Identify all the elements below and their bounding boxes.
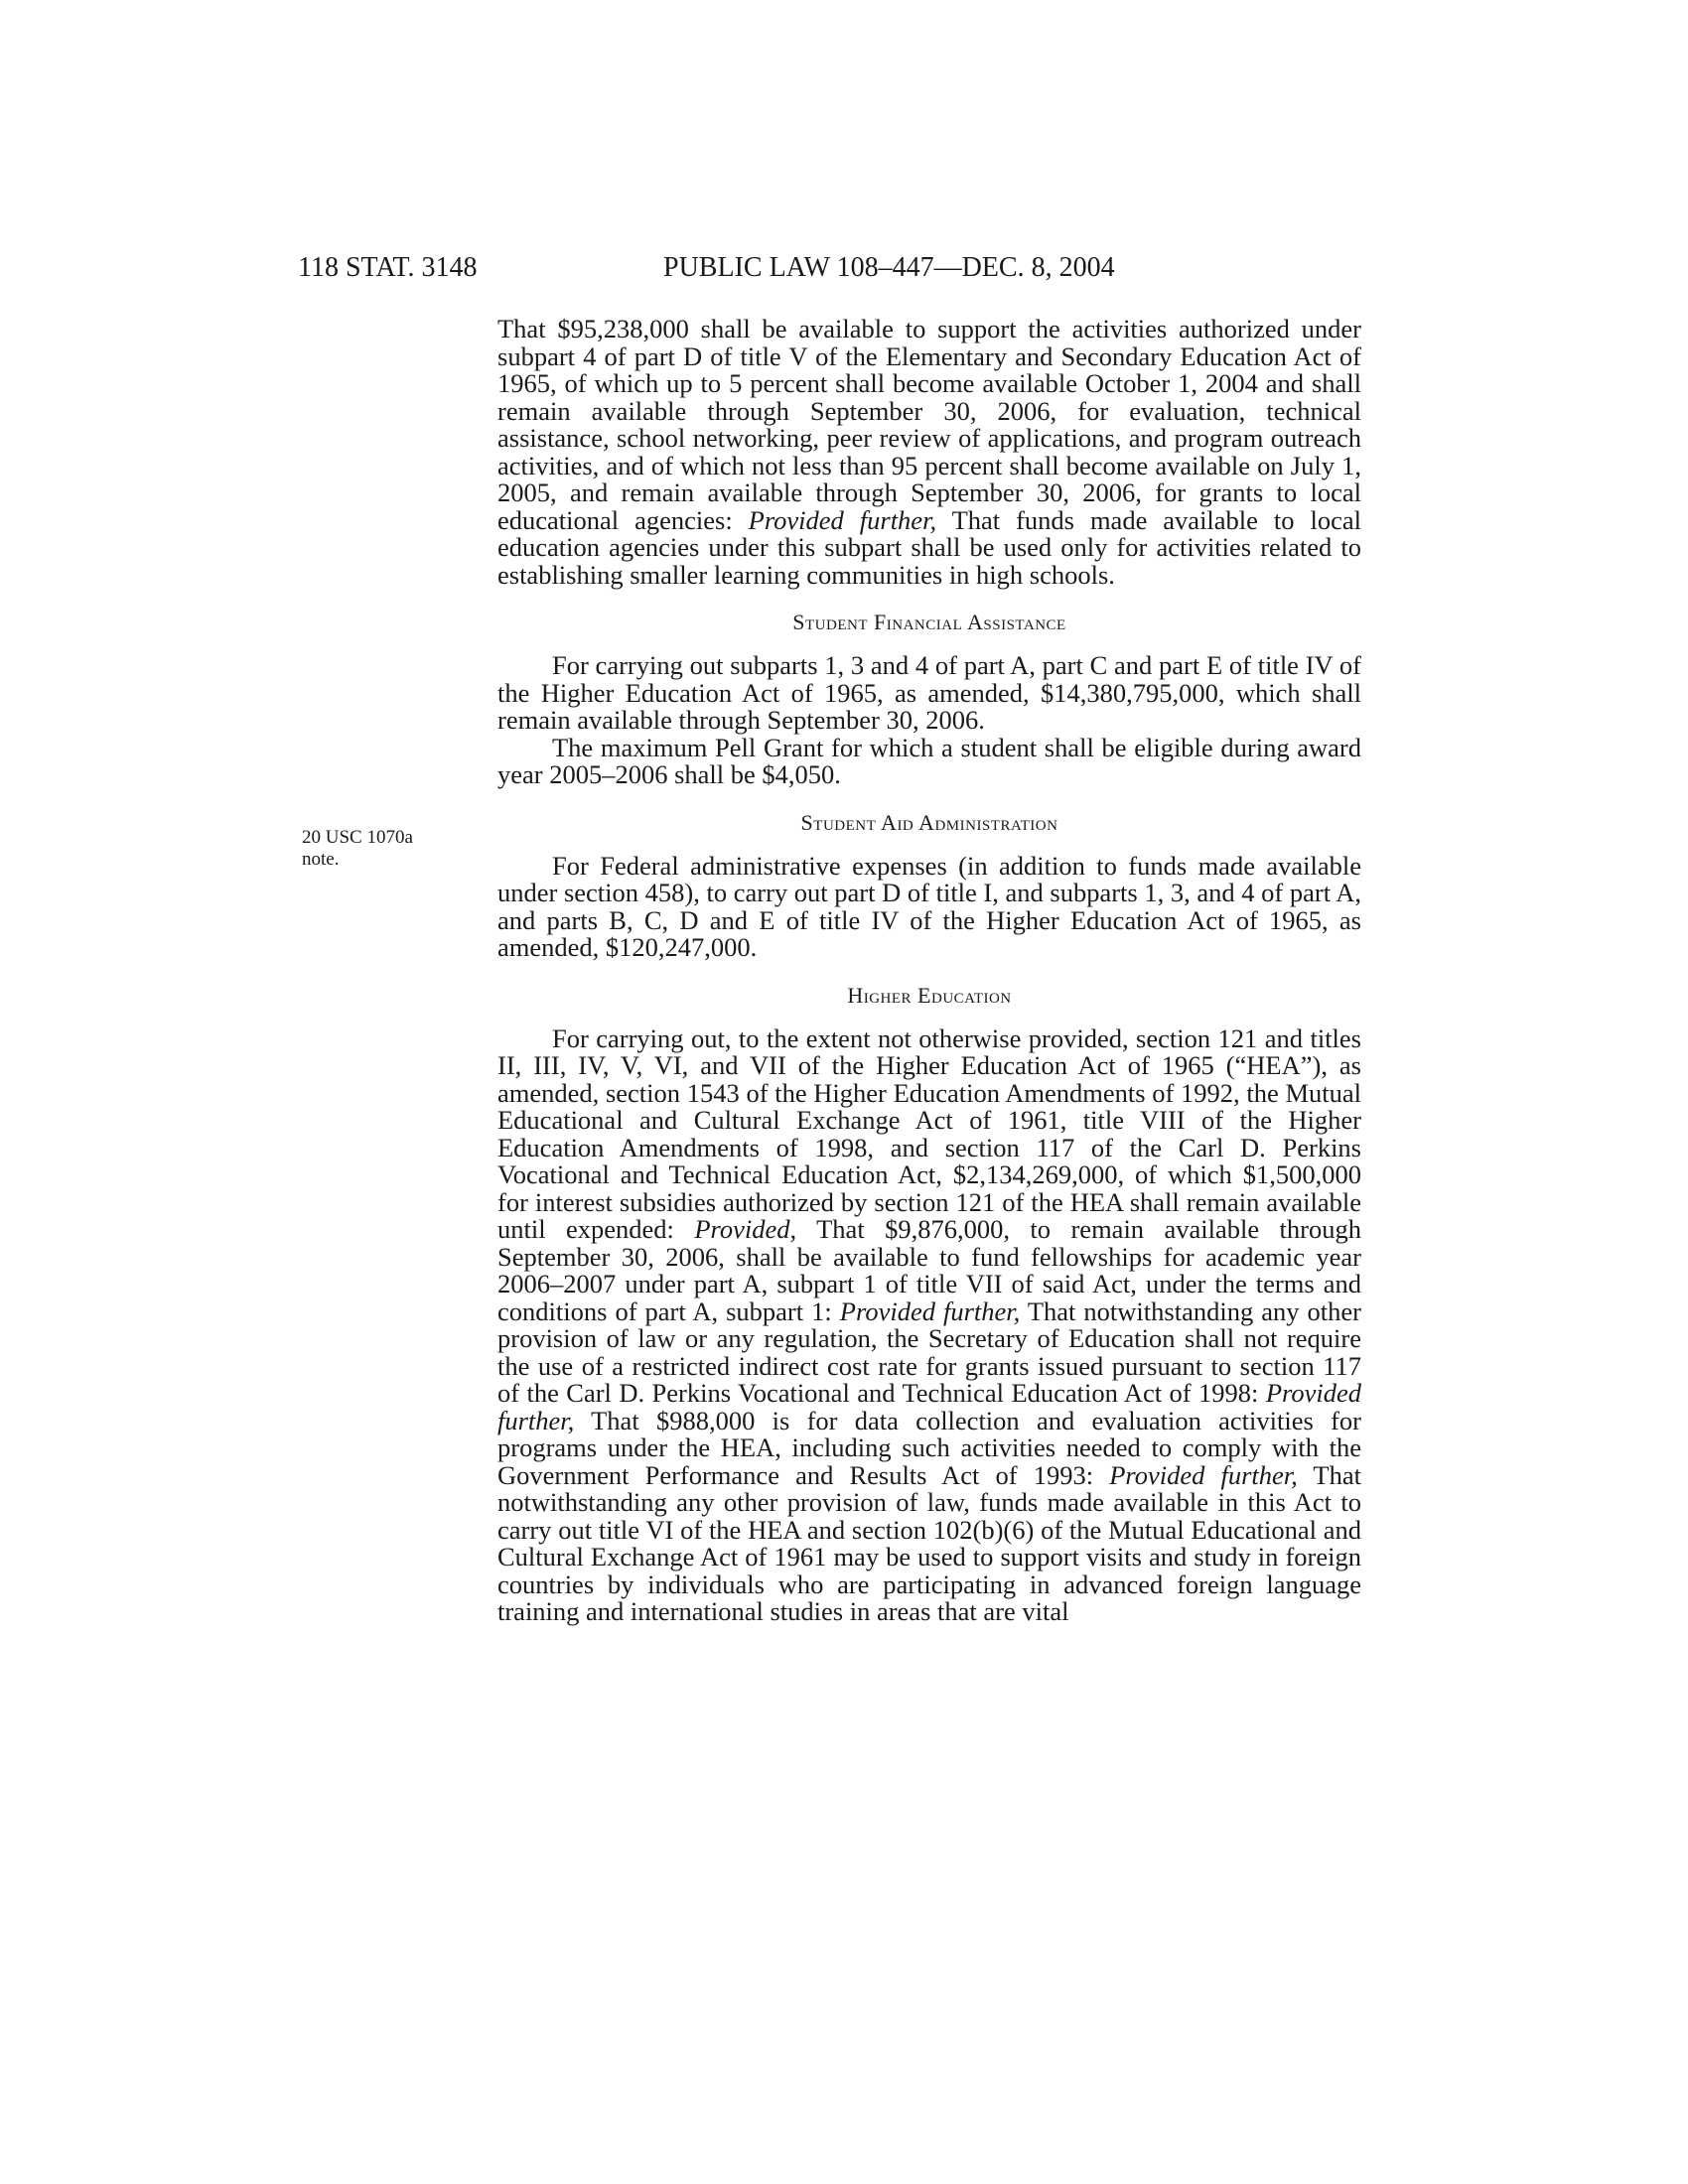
paragraph-student-aid-administration: For Federal administrative expenses (in addition to funds made available under section 458), to carry out part D of title I, and subparts 1, 3, and 4 of part A, and parts B, C, D and E of title IV of the Higher Education Act of 1965, as amended, $120,247,000. [497, 850, 1361, 962]
statute-page-number: 118 STAT. 3148 [298, 252, 478, 283]
paragraph-smaller-learning-communities: That $95,238,000 shall be available to support the activities authorized under subpart 4 of part D of title V of the Elementary and Secondary Education Act of 1965, of which up to 5 percent shall become available October 1, 2004 and shall remain available through September 30, 2006, for evaluation, technical assistance, school networking, peer review of applications, and program outreach activities, and of which not less than 95 percent shall become available on July 1, 2005, and remain available through September 30, 2006, for grants to local educational agencies: Provided further, That funds made available to local education agencies under this subpart shall be used only for activities related to establishing smaller learning communities in high schools. [497, 314, 1361, 590]
heading-student-financial-assistance: Student Financial Assistance [792, 610, 1066, 634]
public-law-citation: PUBLIC LAW 108–447—DEC. 8, 2004 [663, 252, 1115, 283]
paragraph-higher-education: For carrying out, to the extent not otherwise provided, section 121 and titles II, III, IV, V, VI, and VII of the Higher Education Act of 1965 (“HEA”), as amended, section 1543 of the Higher Education Amendments of 1992, the Mutual Educational and Cultural Exchange Act of 1961, title VIII of the Higher Education Amendments of 1998, and section 117 of the Carl D. Perkins Vocational and Technical Education Act, $2,134,269,000, of which $1,500,000 for interest subsidies authorized by section 121 of the HEA shall remain available until expended: Provided, That $9,876,000, to remain available through September 30, 2006, shall be available to fund fellowships for academic year 2006–2007 under part A, subpart 1 of title VII of said Act, under the terms and conditions of part A, subpart 1: Provided further, That notwithstanding any other provision of law or any regulation, the Secretary of Education shall not require the use of a restricted indirect cost rate for grants issued pursuant to section 117 of the Carl D. Perkins Vocational and Technical Education Act of 1998: Provided further, That $988,000 is for data collection and evaluation activities for programs under the HEA, including such activities needed to comply with the Government Performance and Results Act of 1993: Provided further, That notwithstanding any other provision of law, funds made available in this Act to carry out title VI of the HEA and section 102(b)(6) of the Mutual Educational and Cultural Exchange Act of 1961 may be used to support visits and study in foreign countries by individuals who are participating in advanced foreign language training and international studies in areas that are vital [497, 1023, 1361, 1626]
paragraph-student-financial-assistance: For carrying out subparts 1, 3 and 4 of part A, part C and part E of title IV of the Higher Education Act of 1965, as amended, $14,380,795,000, which shall remain available through September 30, 2006. [497, 650, 1361, 735]
running-header [298, 248, 1291, 288]
margin-note [302, 827, 481, 871]
paragraph-pell-grant: The maximum Pell Grant for which a student shall be eligible during award year 2005–2006 shall be $4,050. [497, 732, 1361, 789]
heading-higher-education: Higher Education [847, 982, 1012, 1008]
heading-student-aid-administration: Student Aid Administration [800, 809, 1058, 835]
margin-note-citation: 20 USC 1070a [302, 827, 413, 848]
margin-note-suffix: note. [302, 849, 340, 870]
body-text-column [497, 316, 1361, 1626]
